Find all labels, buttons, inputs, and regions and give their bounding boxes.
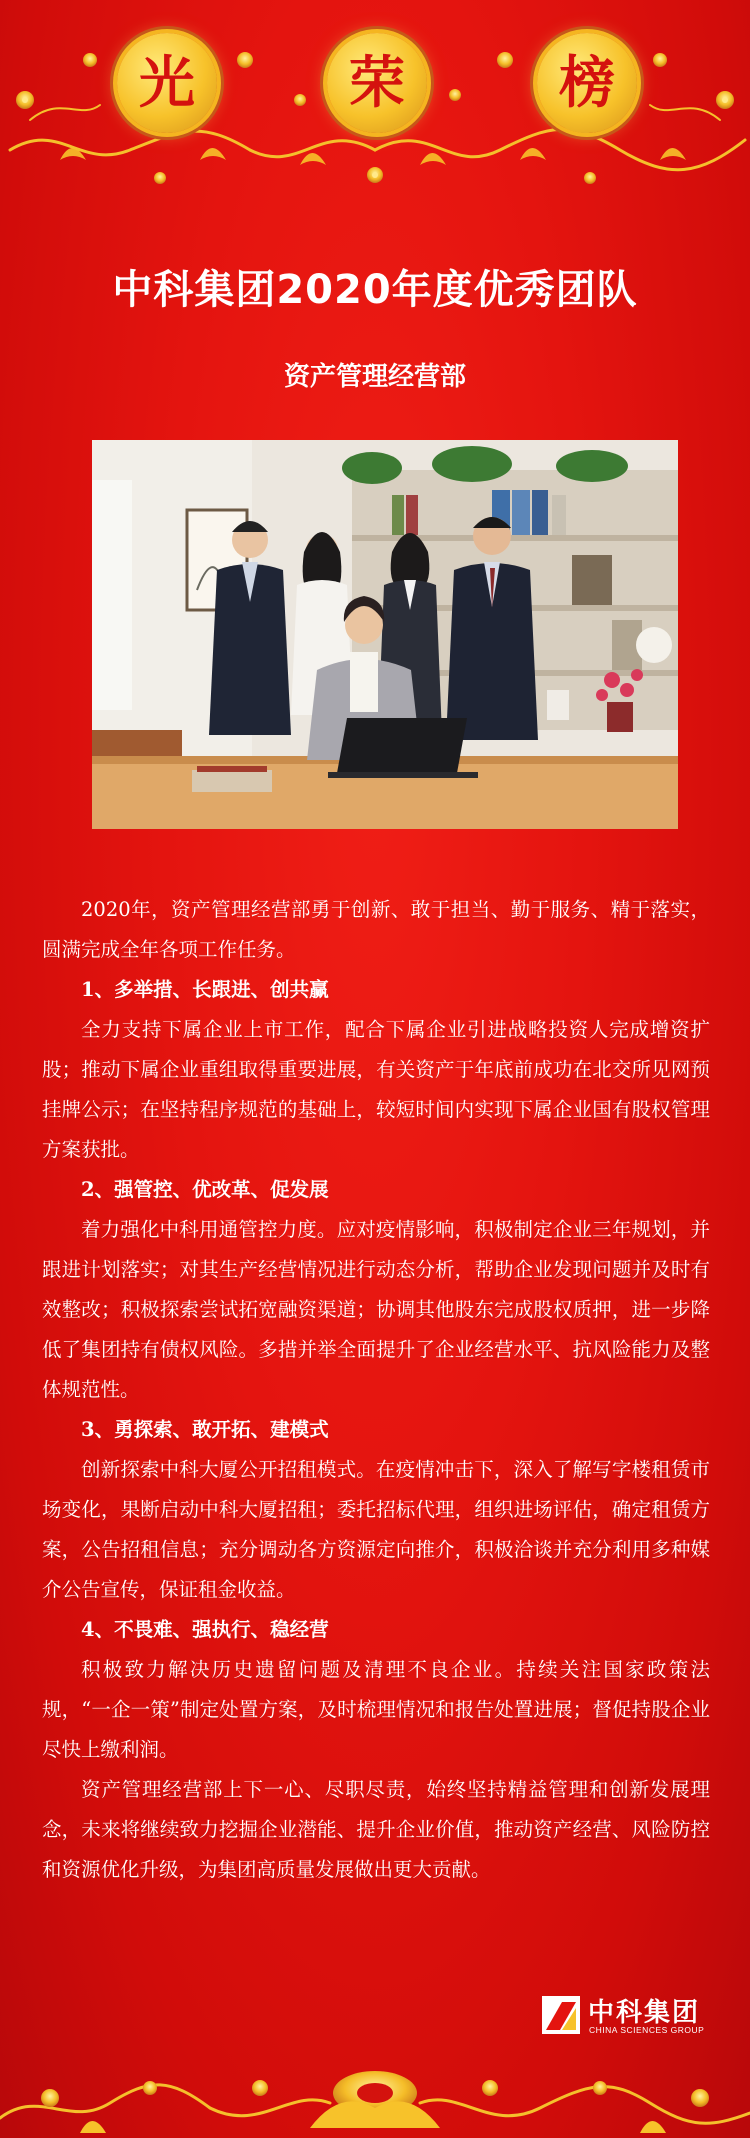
section-heading: 1、多举措、长跟进、创共赢: [81, 978, 329, 1001]
logo-english-name: CHINA SCIENCES GROUP: [589, 2025, 705, 2035]
medal-char: 光: [139, 50, 195, 116]
company-logo: [542, 1992, 722, 2042]
team-photo: [92, 440, 678, 829]
page-subtitle: 资产管理经营部: [283, 362, 466, 392]
page-title: 中科集团2020年度优秀团队: [112, 267, 638, 313]
article-intro: 2020年，资产管理经营部勇于创新、敢于担当、勤于服务、精于落实，圆满完成全年各项工作任务。: [42, 898, 710, 961]
section-body: 创新探索中科大厦公开招租模式。在疫情冲击下，深入了解写字楼租赁市场变化，果断启动中科大厦招租；委托招标代理，组织进场评估，确定租赁方案，公告招租信息；充分调动各方资源定向推介，积极洽谈并充分利用多种媒介公告宣传，保证租金收益。: [42, 1458, 710, 1601]
logo-chinese-name: 中科集团: [588, 1998, 701, 2028]
article-body: [42, 890, 710, 1890]
medal-char: 榜: [559, 50, 615, 116]
logo-mark-icon: [542, 1996, 580, 2034]
section-body: 全力支持下属企业上市工作，配合下属企业引进战略投资人完成增资扩股；推动下属企业重组取得重要进展，有关资产于年底前成功在北交所见网预挂牌公示；在坚持程序规范的基础上，较短时间内实现下属企业国有股权管理方案获批。: [42, 1018, 710, 1161]
medal-char: 荣: [349, 50, 405, 116]
article-closing: 资产管理经营部上下一心、尽职尽责，始终坚持精益管理和创新发展理念，未来将继续致力挖掘企业潜能、提升企业价值，推动资产经营、风险防控和资源优化升级，为集团高质量发展做出更大贡献。: [42, 1778, 710, 1881]
medal-rong: [327, 33, 427, 133]
honor-banner: [0, 0, 750, 200]
section-body: 着力强化中科用通管控力度。应对疫情影响，积极制定企业三年规划，并跟进计划落实；对其生产经营情况进行动态分析，帮助企业发现问题并及时有效整改；积极探索尝试拓宽融资渠道；协调其他股东完成股权质押，进一步降低了集团持有债权风险。多措并举全面提升了企业经营水平、抗风险能力及整体规范性。: [42, 1218, 710, 1401]
team-photo-illustration: [92, 440, 678, 829]
section-body: 积极致力解决历史遗留问题及清理不良企业。持续关注国家政策法规，“一企一策”制定处置方案，及时梳理情况和报告处置进展；督促持股企业尽快上缴利润。: [42, 1658, 710, 1761]
section-heading: 4、不畏难、强执行、稳经营: [81, 1618, 329, 1641]
section-heading: 3、勇探索、敢开拓、建模式: [81, 1418, 329, 1441]
medal-bang: [537, 33, 637, 133]
footer-ornament: [0, 2058, 750, 2138]
section-heading: 2、强管控、优改革、促发展: [81, 1178, 329, 1201]
medal-guang: [117, 33, 217, 133]
